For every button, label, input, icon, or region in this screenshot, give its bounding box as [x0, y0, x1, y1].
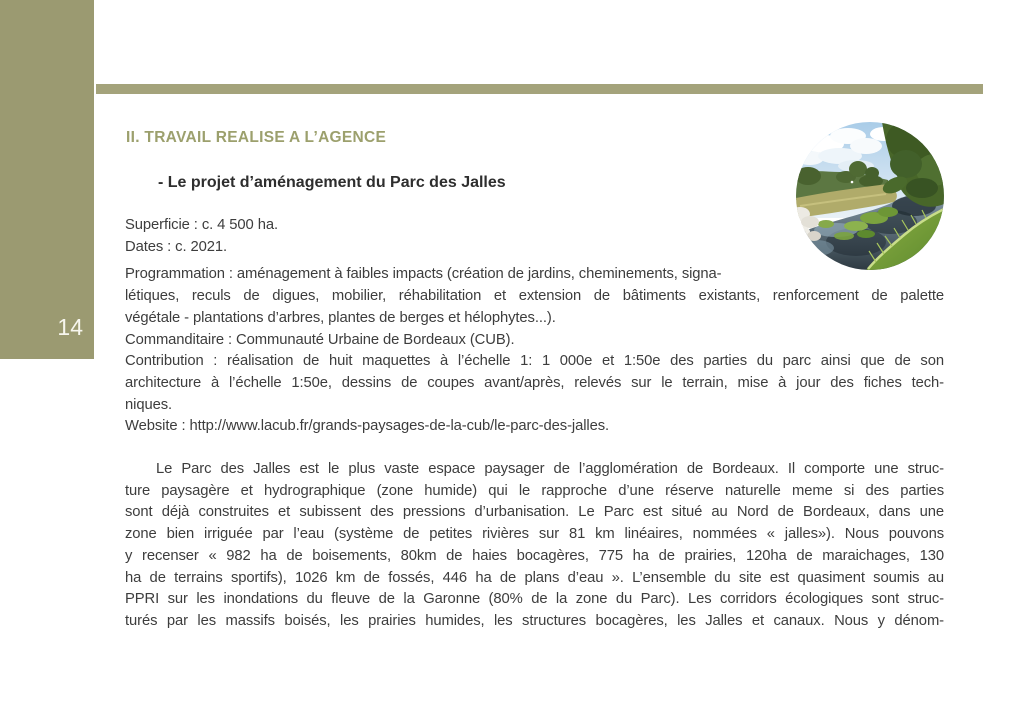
text-line: y recenser « 982 ha de boisements, 80km de haies bocagères, 775 ha de prairies, 120ha de maraichages, 130 [125, 547, 944, 564]
text-line: niques. [125, 396, 173, 413]
text-line: Superficie : c. 4 500 ha. [125, 217, 278, 233]
text-line: létiques, reculs de digues, mobilier, réhabilitation et extension de bâtiments existants, renforcement de palette [125, 288, 944, 305]
text-line: végétale - plantations d’arbres, plantes de berges et hélophytes...). [125, 309, 556, 326]
text-line: architecture à l’échelle 1:50e, dessins de coupes avant/après, relevés sur le terrain, mise à jour des fiches tech- [125, 374, 944, 391]
text-line: turés par les massifs boisés, les prairies humides, les structures bocagères, les Jalles et canaux. Nous y dénom- [125, 612, 944, 629]
text-line: Commanditaire : Communauté Urbaine de Bordeaux (CUB). [125, 331, 515, 348]
river-landscape-illustration [796, 122, 944, 270]
project-title: - Le projet d’aménagement du Parc des Jalles [158, 174, 506, 191]
text-line: Programmation : aménagement à faibles impacts (création de jardins, cheminements, signa- [125, 266, 722, 283]
text-line: Website : http://www.lacub.fr/grands-paysages-de-la-cub/le-parc-des-jalles. [125, 418, 610, 435]
text-line: zone bien irriguée par l’eau (système de petites rivières sur 81 km linéaires, nommées « jalles»). Nous pouvons [125, 526, 944, 543]
text-line: ture paysagère et hydrographique (zone humide) qui le rapproche d’une réserve naturelle meme si des parties [125, 482, 944, 499]
sidebar-band [0, 0, 94, 359]
text-line: PPRI sur les inondations du fleuve de la Garonne (80% de la zone du Parc). Les corridors écologiques sont struc- [125, 591, 944, 608]
text-line: Dates : c. 2021. [125, 238, 228, 255]
text-line: ha de terrains sportifs), 1026 km de fossés, 446 ha de plans d’eau ». L’ensemble du site est quasiment soumis au [125, 569, 944, 586]
text-line: Contribution : réalisation de huit maquettes à l’échelle 1: 1 000e et 1:50e des parties du parc ainsi que de son [125, 353, 944, 370]
text-line: sont déjà construites et subissent des pressions d’urbanisation. Le Parc est situé au Nord de Bordeaux, dans une [125, 504, 944, 521]
section-title: II. TRAVAIL REALISE A L’AGENCE [126, 129, 387, 146]
text-line: Le Parc des Jalles est le plus vaste espace paysager de l’agglomération de Bordeaux. Il comporte une struc- [156, 461, 944, 477]
parc-jalles-photo [796, 122, 944, 270]
page-number: 14 [57, 314, 83, 340]
header-rule [96, 84, 983, 94]
description-paragraph [125, 459, 944, 633]
